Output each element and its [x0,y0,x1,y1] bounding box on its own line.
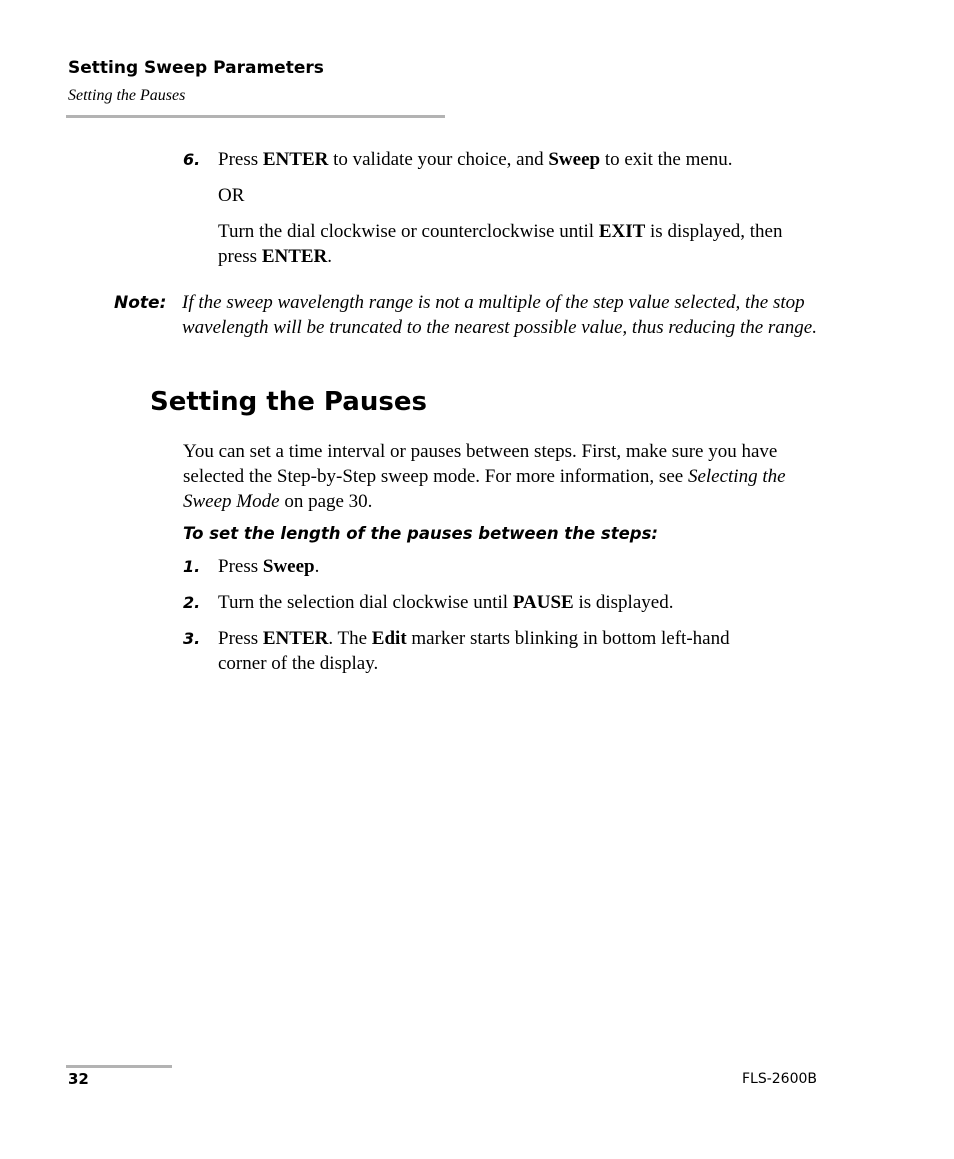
running-header-subtitle: Setting the Pauses [68,87,186,104]
note-text: If the sweep wavelength range is not a multiple of the step value selected, the stop wavelength will be truncated to the nearest possible value, thus reducing the range. [182,292,817,338]
step-number-2: 2. [183,593,201,612]
step-6-text: Press ENTER to validate your choice, and Sweep to exit the menu. [218,149,733,170]
step-2-text: Turn the selection dial clockwise until PAUSE is displayed. [218,592,674,613]
footer-rule [66,1065,172,1068]
step-number-1: 1. [183,557,201,576]
step-number-6: 6. [183,150,201,169]
header-rule [66,115,445,118]
step-6-or: OR [218,185,245,206]
section-heading: Setting the Pauses [150,387,427,417]
step-number-3: 3. [183,629,201,648]
running-header-title: Setting Sweep Parameters [68,58,324,78]
note-label: Note: [114,293,167,313]
intro-paragraph: You can set a time interval or pauses between steps. First, make sure you have selected the Step-by-Step sweep mode. For more information, see Selecting the Sweep Mode on page 30. [183,441,786,512]
product-model: FLS-2600B [741,1071,817,1087]
cross-reference-link[interactable]: Selecting the Sweep Mode [183,466,786,512]
page-number: 32 [68,1070,89,1088]
step-1-text: Press Sweep. [218,556,320,577]
procedure-heading: To set the length of the pauses between the steps: [183,524,659,543]
step-6-alternative: Turn the dial clockwise or counterclockwise until EXIT is displayed, then press ENTER. [218,221,783,267]
step-3-text: Press ENTER. The Edit marker starts blinking in bottom left-hand corner of the display. [218,628,730,674]
